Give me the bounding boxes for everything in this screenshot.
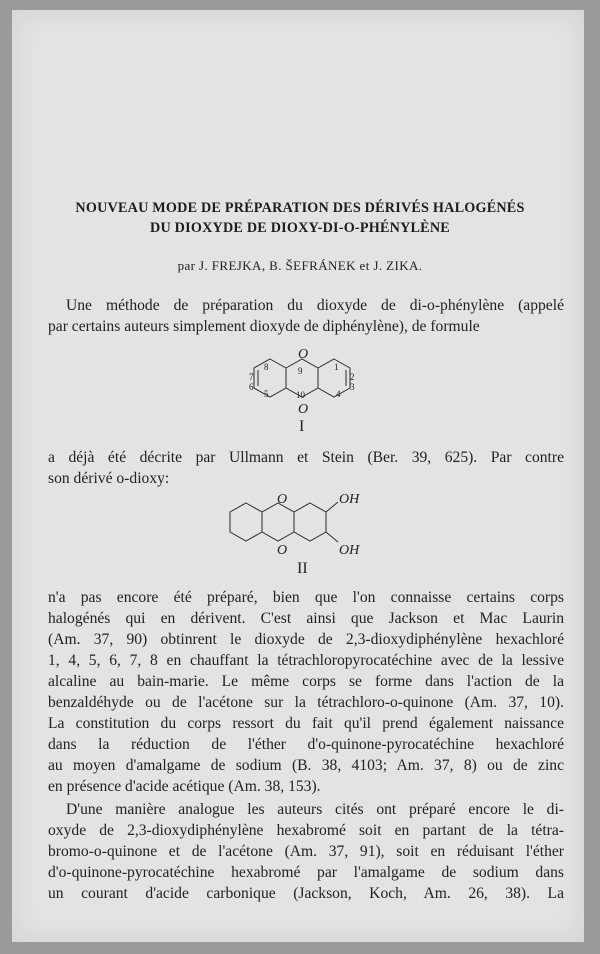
formula-I-label: I bbox=[299, 418, 305, 435]
para3-line: n'a pas encore été préparé, bien que l'on connaisse certains corps bbox=[48, 589, 564, 606]
formula-I-pos-4: 4 bbox=[336, 389, 341, 399]
formula-I-oxygen-top: O bbox=[298, 347, 309, 362]
para3-line: alcaline au bain-marie. Le même corps se forme dans l'action de la bbox=[48, 673, 564, 690]
formula-I-pos-10: 10 bbox=[296, 390, 305, 400]
para3-line: (Am. 37, 90) obtinrent le dioxyde de 2,3-dioxydiphénylène hexachloré bbox=[48, 631, 564, 648]
formula-II-oxygen-bottom: O bbox=[277, 543, 288, 558]
article-title-line-1: NOUVEAU MODE DE PRÉPARATION DES DÉRIVÉS HALOGÉNÉS bbox=[75, 200, 525, 216]
formula-II-oh-bottom: OH bbox=[339, 543, 360, 558]
para4-line: oxyde de 2,3-dioxydiphénylène hexabromé soit en partant de la tétra- bbox=[48, 822, 564, 839]
para1-line: par certains auteurs simplement dioxyde de diphénylène), de formule bbox=[48, 318, 480, 335]
para4-line: un courant d'acide carbonique (Jackson, Koch, Am. 26, 38). La bbox=[48, 885, 564, 902]
para3-line: dans la réduction de l'éther d'o-quinone-pyrocatéchine hexachloré bbox=[48, 736, 564, 753]
formula-I-pos-7: 7 bbox=[249, 372, 254, 382]
formula-II-label: II bbox=[297, 560, 308, 577]
formula-I-pos-3: 3 bbox=[350, 382, 355, 392]
para4-line: bromo-o-quinone et de l'acétone (Am. 37, 91), soit en réduisant l'éther bbox=[48, 843, 564, 860]
article-title-line-2: DU DIOXYDE DE DIOXY-DI-O-PHÉNYLÈNE bbox=[150, 220, 450, 236]
authors-line: par J. FREJKA, B. ŠEFRÁNEK et J. ZIKA. bbox=[177, 258, 423, 273]
para3-line: halogénés qui en dérivent. C'est ainsi que Jackson et Mac Laurin bbox=[48, 610, 564, 627]
para4-line: d'o-quinone-pyrocatéchine hexabromé par l'amalgame de sodium dans bbox=[48, 864, 564, 881]
formula-I-pos-5: 5 bbox=[264, 389, 269, 399]
formula-II-oxygen-top: O bbox=[277, 492, 288, 507]
para3-line: La constitution du corps ressort du fait qu'il prend également naissance bbox=[48, 715, 564, 732]
formula-I-pos-9: 9 bbox=[298, 366, 303, 376]
para3-line: 1, 4, 5, 6, 7, 8 en chauffant la tétrachloropyrocatéchine avec de la lessive bbox=[48, 652, 564, 669]
formula-I-pos-8: 8 bbox=[264, 362, 269, 372]
para1-line: Une méthode de préparation du dioxyde de di-o-phénylène (appelé bbox=[66, 297, 564, 314]
formula-II-structure bbox=[222, 488, 402, 562]
formula-I-pos-6: 6 bbox=[249, 382, 254, 392]
formula-I-structure bbox=[240, 340, 370, 422]
para2-line: a déjà été décrite par Ullmann et Stein (Ber. 39, 625). Par contre bbox=[48, 449, 564, 466]
formula-I-pos-1: 1 bbox=[334, 362, 339, 372]
para3-line: au moyen d'amalgame de sodium (B. 38, 4103; Am. 37, 8) ou de zinc bbox=[48, 757, 564, 774]
para2-line: son dérivé o-dioxy: bbox=[48, 470, 170, 487]
formula-I-oxygen-bottom: O bbox=[298, 402, 309, 417]
para3-line: en présence d'acide acétique (Am. 38, 153). bbox=[48, 778, 321, 795]
formula-I-pos-2: 2 bbox=[350, 372, 355, 382]
para3-line: benzaldéhyde ou de l'acétone sur la tétrachloro-o-quinone (Am. 37, 10). bbox=[48, 694, 564, 711]
formula-II-oh-top: OH bbox=[339, 492, 360, 507]
para4-line: D'une manière analogue les auteurs cités ont préparé encore le di- bbox=[66, 801, 564, 818]
